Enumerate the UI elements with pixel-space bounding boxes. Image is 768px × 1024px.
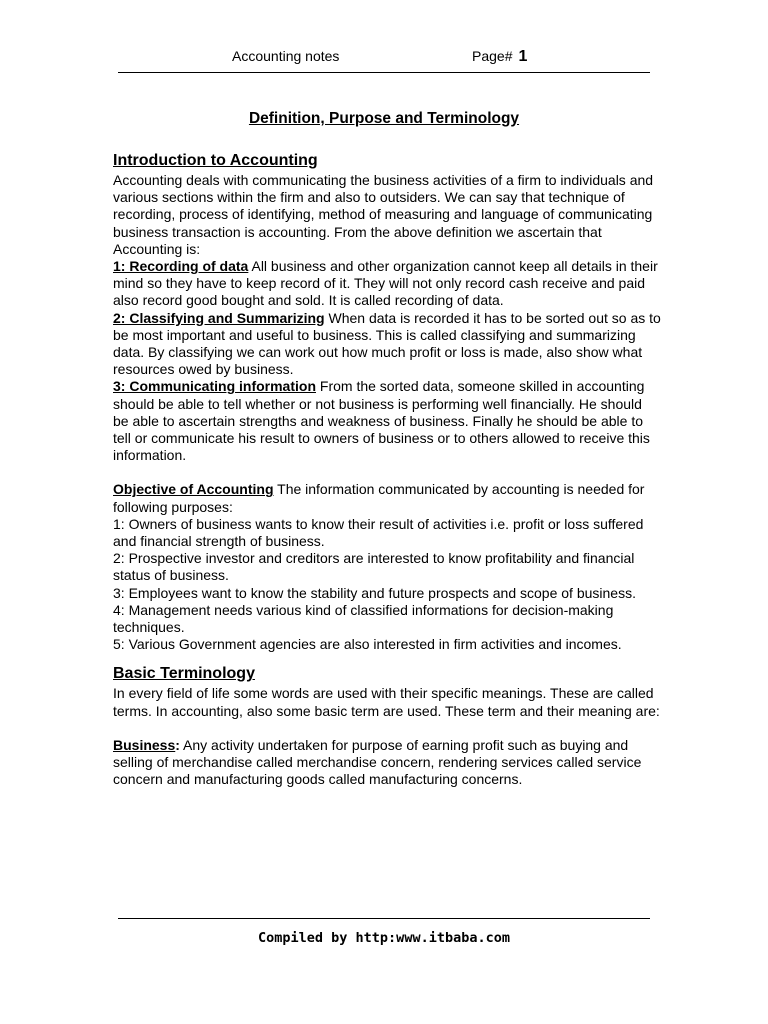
page-indicator	[472, 48, 527, 66]
intro-item-classifying	[113, 310, 661, 379]
document-title: Definition, Purpose and Terminology	[248, 110, 520, 127]
page-footer: Compiled by http:www.itbaba.com	[258, 930, 510, 946]
intro-heading: Introduction to Accounting	[113, 152, 318, 169]
page-number: 1	[518, 48, 528, 65]
business-definition	[113, 737, 661, 789]
intro-item-text: When data is recorded it has to be sorted out so as to be most important and useful to business. This is called classifying and summarizing data. By classifying we can work out how much profit or loss is made, also show what resources owed by business.	[113, 309, 661, 378]
intro-item-term: 1: Recording of data	[113, 258, 249, 275]
spacer	[113, 720, 661, 737]
intro-item-communicating	[113, 378, 661, 464]
intro-item-recording	[113, 258, 661, 310]
intro-item-term: 3: Communicating information	[113, 378, 316, 395]
objective-point: 3: Employees want to know the stability and future prospects and scope of business.	[113, 584, 636, 601]
spacer	[113, 653, 661, 663]
business-text: Any activity undertaken for purpose of earning profit such as buying and selling of merchandise called merchandise concern, rendering services called service concern and manufacturing goods called manufacturing concerns.	[113, 736, 642, 788]
footer-divider	[118, 918, 650, 919]
objective-text: The information communicated by accounting is needed for following purposes:	[113, 481, 645, 515]
page-header	[118, 40, 650, 73]
intro-item-text: From the sorted data, someone skilled in accounting should be able to tell whether or not business is performing well financially. He should be able to ascertain strengths and weakness of business. Finally he should be able to tell or communicate his result to owners of business or to others allowed to receive this information.	[113, 378, 650, 464]
objective-intro	[113, 481, 661, 515]
intro-paragraph: Accounting deals with communicating the business activities of a firm to individuals and various sections within the firm and also to outsiders. We can say that technique of recording, process of identifying, method of measuring and language of communicating business transaction is accounting. From the above definition we ascertain that Accounting is:	[113, 172, 654, 257]
terminology-heading: Basic Terminology	[113, 665, 255, 683]
intro-item-text: All business and other organization cannot keep all details in their mind so they have to keep record of it. They will not only record cash receive and paid also record good bought and sold. It is called recording of data.	[113, 258, 658, 309]
header-title: Accounting notes	[232, 48, 340, 64]
objective-point: 4: Management needs various kind of classified informations for decision-making techniques.	[113, 601, 614, 636]
objective-point: 1: Owners of business wants to know their result of activities i.e. profit or loss suffered and financial strength of business.	[113, 515, 644, 550]
objective-term: Objective of Accounting	[113, 481, 274, 498]
business-colon: :	[175, 736, 180, 753]
objective-point: 2: Prospective investor and creditors are interested to know profitability and financial status of business.	[113, 550, 635, 584]
document-body	[113, 150, 661, 789]
objective-point: 5: Various Government agencies are also interested in firm activities and incomes.	[113, 636, 622, 653]
spacer	[113, 464, 661, 481]
intro-item-term: 2: Classifying and Summarizing	[113, 309, 325, 326]
business-term: Business	[113, 736, 176, 753]
terminology-paragraph: In every field of life some words are used with their specific meanings. These are called terms. In accounting, also some basic term are used. These term and their meaning are:	[113, 685, 660, 719]
page-label: Page#	[472, 48, 513, 64]
